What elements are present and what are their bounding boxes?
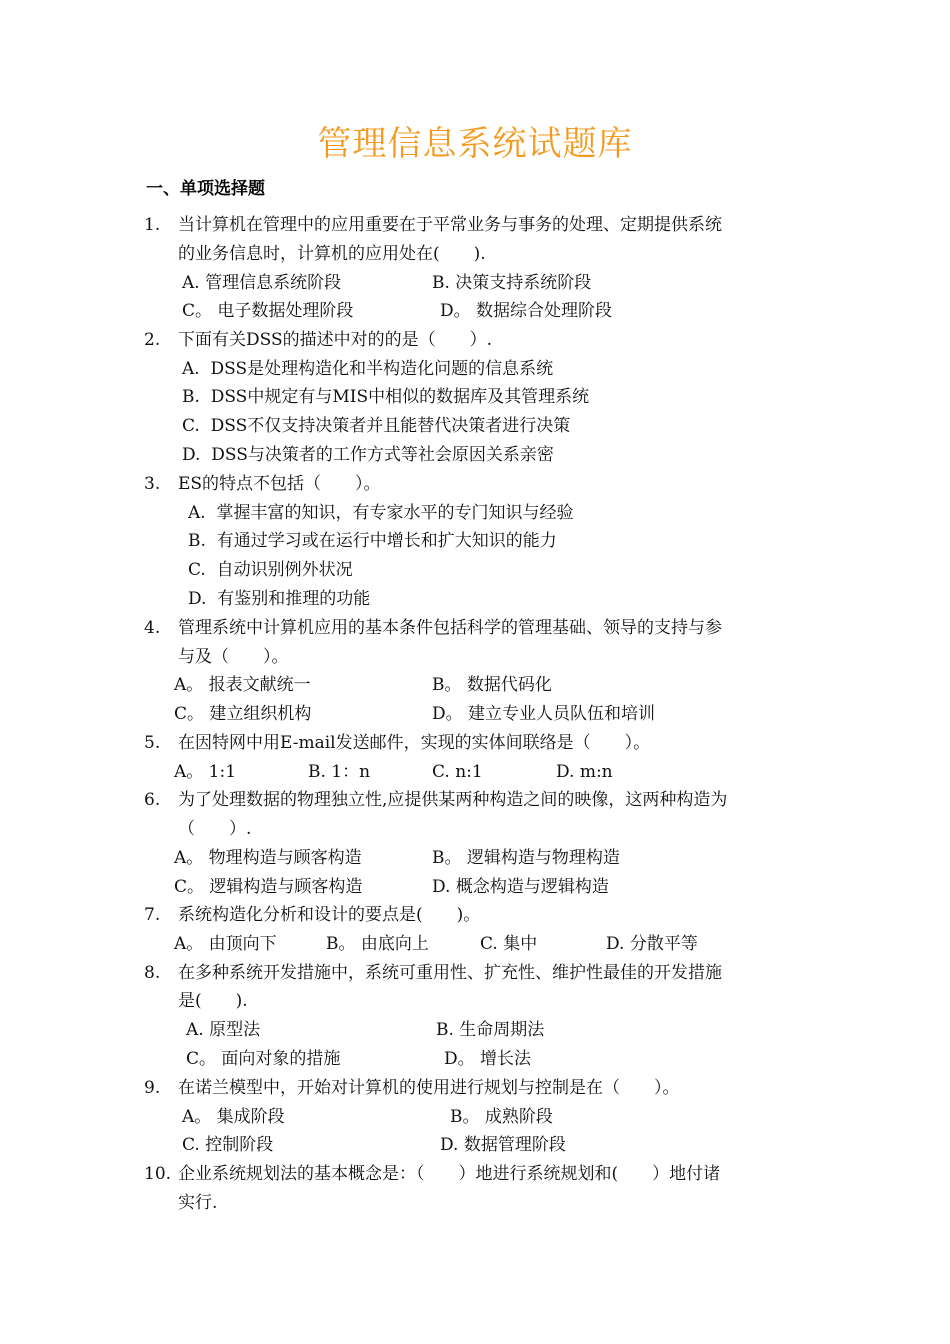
- question-number: 4.: [144, 618, 161, 638]
- question-text: 的业务信息时，计算机的应用处在( ).: [178, 244, 486, 264]
- option-d: D. 数据管理阶段: [440, 1135, 566, 1155]
- option-c: C. n:1: [432, 762, 483, 782]
- option-c: C。 面向对象的措施: [186, 1049, 341, 1069]
- option-c: C。 建立组织机构: [174, 704, 312, 724]
- question-text: 为了处理数据的物理独立性,应提供某两种构造之间的映像，这两种构造为: [178, 790, 728, 810]
- option-d: D. 概念构造与逻辑构造: [432, 877, 609, 897]
- option-b: B。 逻辑构造与物理构造: [432, 848, 620, 868]
- option-b: B。 成熟阶段: [450, 1107, 553, 1127]
- question-number: 6.: [144, 790, 161, 810]
- question-number: 8.: [144, 963, 161, 983]
- question-text: 是( ).: [178, 991, 248, 1011]
- question-text: 在诺兰模型中，开始对计算机的使用进行规划与控制是在（ ）。: [178, 1078, 680, 1098]
- option-b: B. 决策支持系统阶段: [432, 273, 592, 293]
- option-a: A. 掌握丰富的知识，有专家水平的专门知识与经验: [188, 503, 574, 523]
- question-text: 企业系统规划法的基本概念是：（ ）地进行系统规划和( ）地付诸: [178, 1164, 721, 1184]
- question-text: 在因特网中用E-mail发送邮件，实现的实体间联络是（ ）。: [178, 733, 651, 753]
- document-title: 管理信息系统试题库: [317, 124, 633, 164]
- option-b: B. 1：n: [308, 762, 371, 782]
- option-d: D. 有鉴别和推理的功能: [188, 589, 371, 609]
- question-text: 实行.: [178, 1193, 218, 1213]
- option-c: C. 控制阶段: [182, 1135, 274, 1155]
- option-a: A。 1:1: [174, 762, 237, 782]
- option-c: C。 逻辑构造与顾客构造: [174, 877, 363, 897]
- option-c: C. 自动识别例外状况: [188, 560, 353, 580]
- option-b: B。 由底向上: [326, 934, 429, 954]
- option-d: D. m:n: [556, 762, 613, 782]
- question-number: 1.: [144, 215, 161, 235]
- question-text: 与及（ ）。: [178, 647, 289, 667]
- section-heading: 一、单项选择题: [146, 179, 265, 199]
- question-number: 9.: [144, 1078, 161, 1098]
- option-a: A。 物理构造与顾客构造: [174, 848, 362, 868]
- option-d: D. 分散平等: [606, 934, 698, 954]
- option-a: A. DSS是处理构造化和半构造化问题的信息系统: [182, 359, 554, 379]
- option-a: A。 由顶向下: [174, 934, 277, 954]
- question-number: 2.: [144, 330, 161, 350]
- question-text: 下面有关DSS的描述中对的的是（ ）.: [178, 330, 493, 350]
- question-number: 10.: [144, 1164, 172, 1184]
- option-a: A. 原型法: [186, 1020, 261, 1040]
- question-number: 5.: [144, 733, 161, 753]
- option-d: D。 增长法: [444, 1049, 532, 1069]
- option-b: B. 生命周期法: [436, 1020, 545, 1040]
- question-number: 3.: [144, 474, 161, 494]
- question-text: ES的特点不包括（ ）。: [178, 474, 381, 494]
- option-a: A. 管理信息系统阶段: [182, 273, 342, 293]
- question-text: 管理系统中计算机应用的基本条件包括科学的管理基础、领导的支持与参: [178, 618, 722, 638]
- option-c: C。 电子数据处理阶段: [182, 301, 354, 321]
- option-d: D。 数据综合处理阶段: [440, 301, 613, 321]
- option-b: B。 数据代码化: [432, 675, 552, 695]
- question-text: （ ）.: [178, 819, 252, 839]
- option-c: C. 集中: [480, 934, 538, 954]
- option-d: D. DSS与决策者的工作方式等社会原因关系亲密: [182, 445, 554, 465]
- option-a: A。 报表文献统一: [174, 675, 311, 695]
- option-a: A。 集成阶段: [182, 1107, 285, 1127]
- option-c: C. DSS不仅支持决策者并且能替代决策者进行决策: [182, 416, 571, 436]
- option-d: D。 建立专业人员队伍和培训: [432, 704, 656, 724]
- question-text: 系统构造化分析和设计的要点是( )。: [178, 905, 481, 925]
- option-b: B. DSS中规定有与MIS中相似的数据库及其管理系统: [182, 387, 590, 407]
- question-text: 在多种系统开发措施中，系统可重用性、扩充性、维护性最佳的开发措施: [178, 963, 722, 983]
- question-number: 7.: [144, 905, 161, 925]
- question-text: 当计算机在管理中的应用重要在于平常业务与事务的处理、定期提供系统: [178, 215, 722, 235]
- option-b: B. 有通过学习或在运行中增长和扩大知识的能力: [188, 531, 557, 551]
